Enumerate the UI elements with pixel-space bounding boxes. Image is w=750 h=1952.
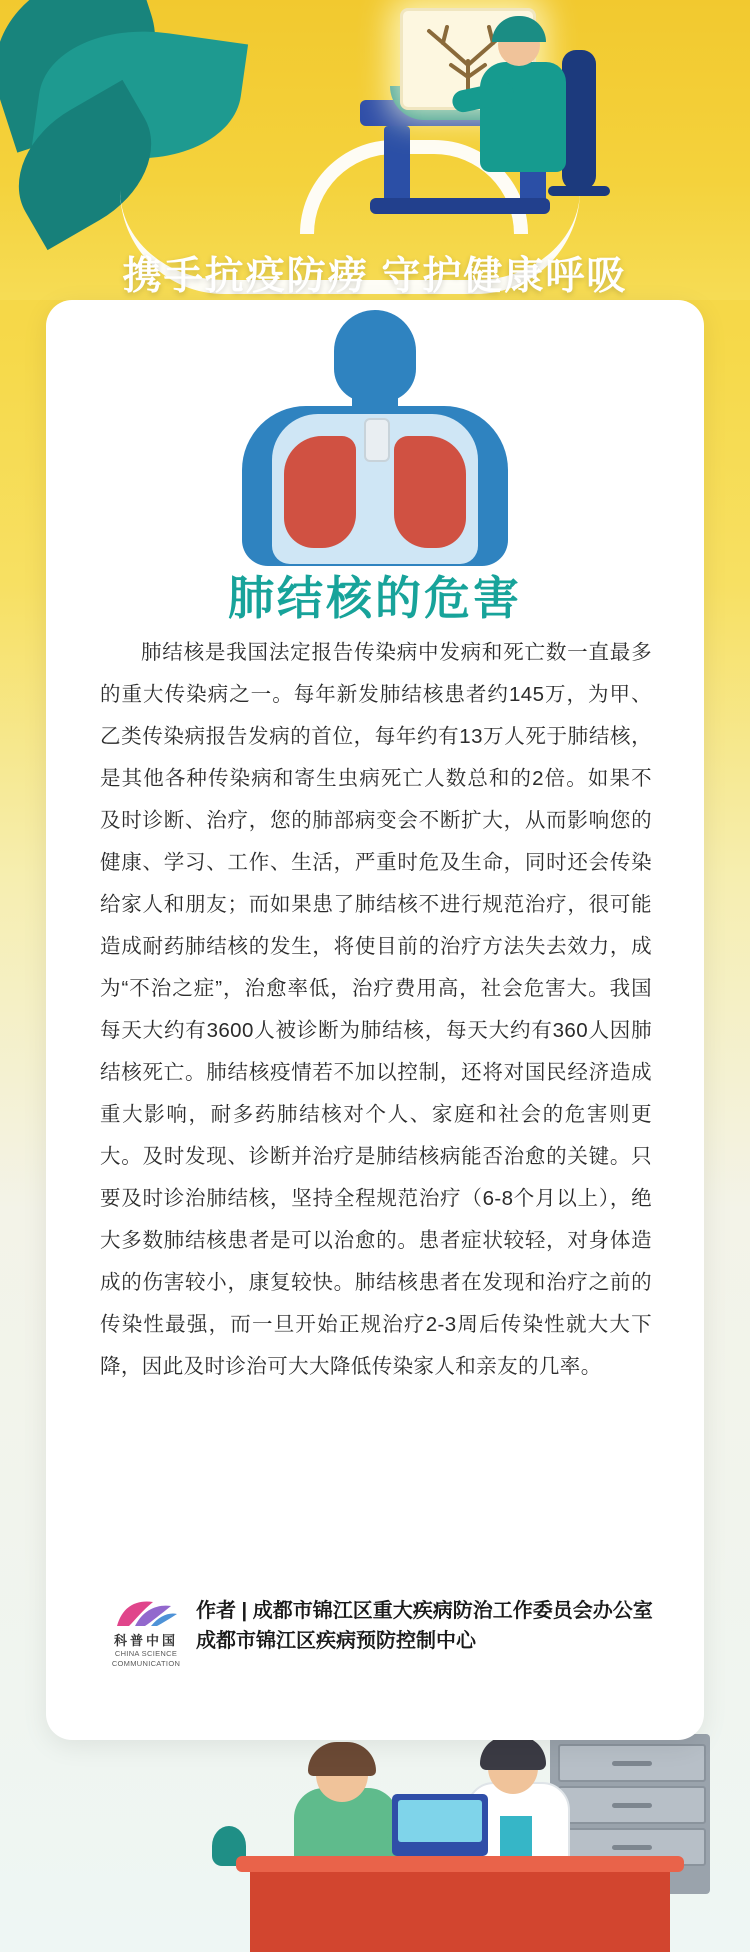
- logo-title-cn: 科普中国: [113, 1633, 178, 1648]
- chair-graphic: [562, 50, 596, 190]
- logo-mark-icon: [113, 1598, 179, 1628]
- china-science-communication-logo: [100, 1596, 192, 1669]
- bottom-illustration-band: [0, 1722, 750, 1952]
- trachea-icon: [364, 418, 390, 462]
- left-lung-icon: [284, 436, 356, 548]
- credit-org-line: 成都市锦江区疾病预防控制中心: [196, 1630, 476, 1652]
- drawer-handle-icon: [612, 1803, 652, 1808]
- drawer-handle-icon: [612, 1845, 652, 1850]
- desk-base-graphic: [370, 198, 550, 214]
- patient-hair-graphic: [308, 1742, 376, 1776]
- article-body: 肺结核是我国法定报告传染病中发病和死亡数一直最多的重大传染病之一。每年新发肺结核患者约145万，为甲、乙类传染病报告发病的首位，每年约有13万人死于肺结核，是其他各种传染病和寄生虫病死亡人数总和的2倍。如果不及时诊断、治疗，您的肺部病变会不断扩大，从而影响您的健康、学习、工作、生活，严重时危及生命，同时还会传染给家人和朋友；而如果患了肺结核不进行规范治疗，很可能造成耐药肺结核的发生，将使目前的治疗方法失去效力，成为“不治之症”，治愈率低，治疗费用高，社会危害大。我国每天大约有3600人被诊断为肺结核，每天大约有360人因肺结核死亡。肺结核疫情若不加以控制，还将对国民经济造成重大影响，耐多药肺结核对个人、家庭和社会的危害则更大。及时发现、诊断并治疗是肺结核病能否治愈的关键。只要及时诊治肺结核，坚持全程规范治疗（6-8个月以上），绝大多数肺结核患者是可以治愈的。患者症状较轻，对身体造成的伤害较小，康复较快。肺结核患者在发现和治疗之前的传染性最强，而一旦开始正规治疗2-3周后传染性就大大下降，因此及时诊治可大大降低传染家人和亲友的几率。: [100, 641, 652, 1378]
- counter-top-graphic: [236, 1856, 684, 1872]
- logo-title-en: CHINA SCIENCE COMMUNICATION: [111, 1649, 181, 1668]
- desk-leg-graphic: [384, 126, 410, 206]
- right-lung-icon: [394, 436, 466, 548]
- credits-block: [100, 1596, 660, 1669]
- lungs-illustration: [46, 310, 704, 560]
- cabinet-drawer: [558, 1786, 706, 1824]
- doctor-figure: [480, 62, 566, 172]
- page-title: 肺结核的危害: [228, 572, 522, 624]
- poster-headline: 携手抗疫防痨 守护健康呼吸: [122, 255, 628, 298]
- reception-counter-graphic: [250, 1866, 670, 1952]
- content-card: [46, 300, 704, 1740]
- monitor-screen-graphic: [398, 1800, 482, 1842]
- credit-author-line: 作者 | 成都市锦江区重大疾病防治工作委员会办公室: [196, 1600, 653, 1622]
- chair-leg-graphic: [548, 186, 610, 196]
- monitor-graphic: [392, 1794, 488, 1856]
- credit-lines: [192, 1596, 660, 1656]
- doctor-hair-graphic: [480, 1736, 546, 1770]
- cabinet-drawer: [558, 1744, 706, 1782]
- drawer-handle-icon: [612, 1761, 652, 1766]
